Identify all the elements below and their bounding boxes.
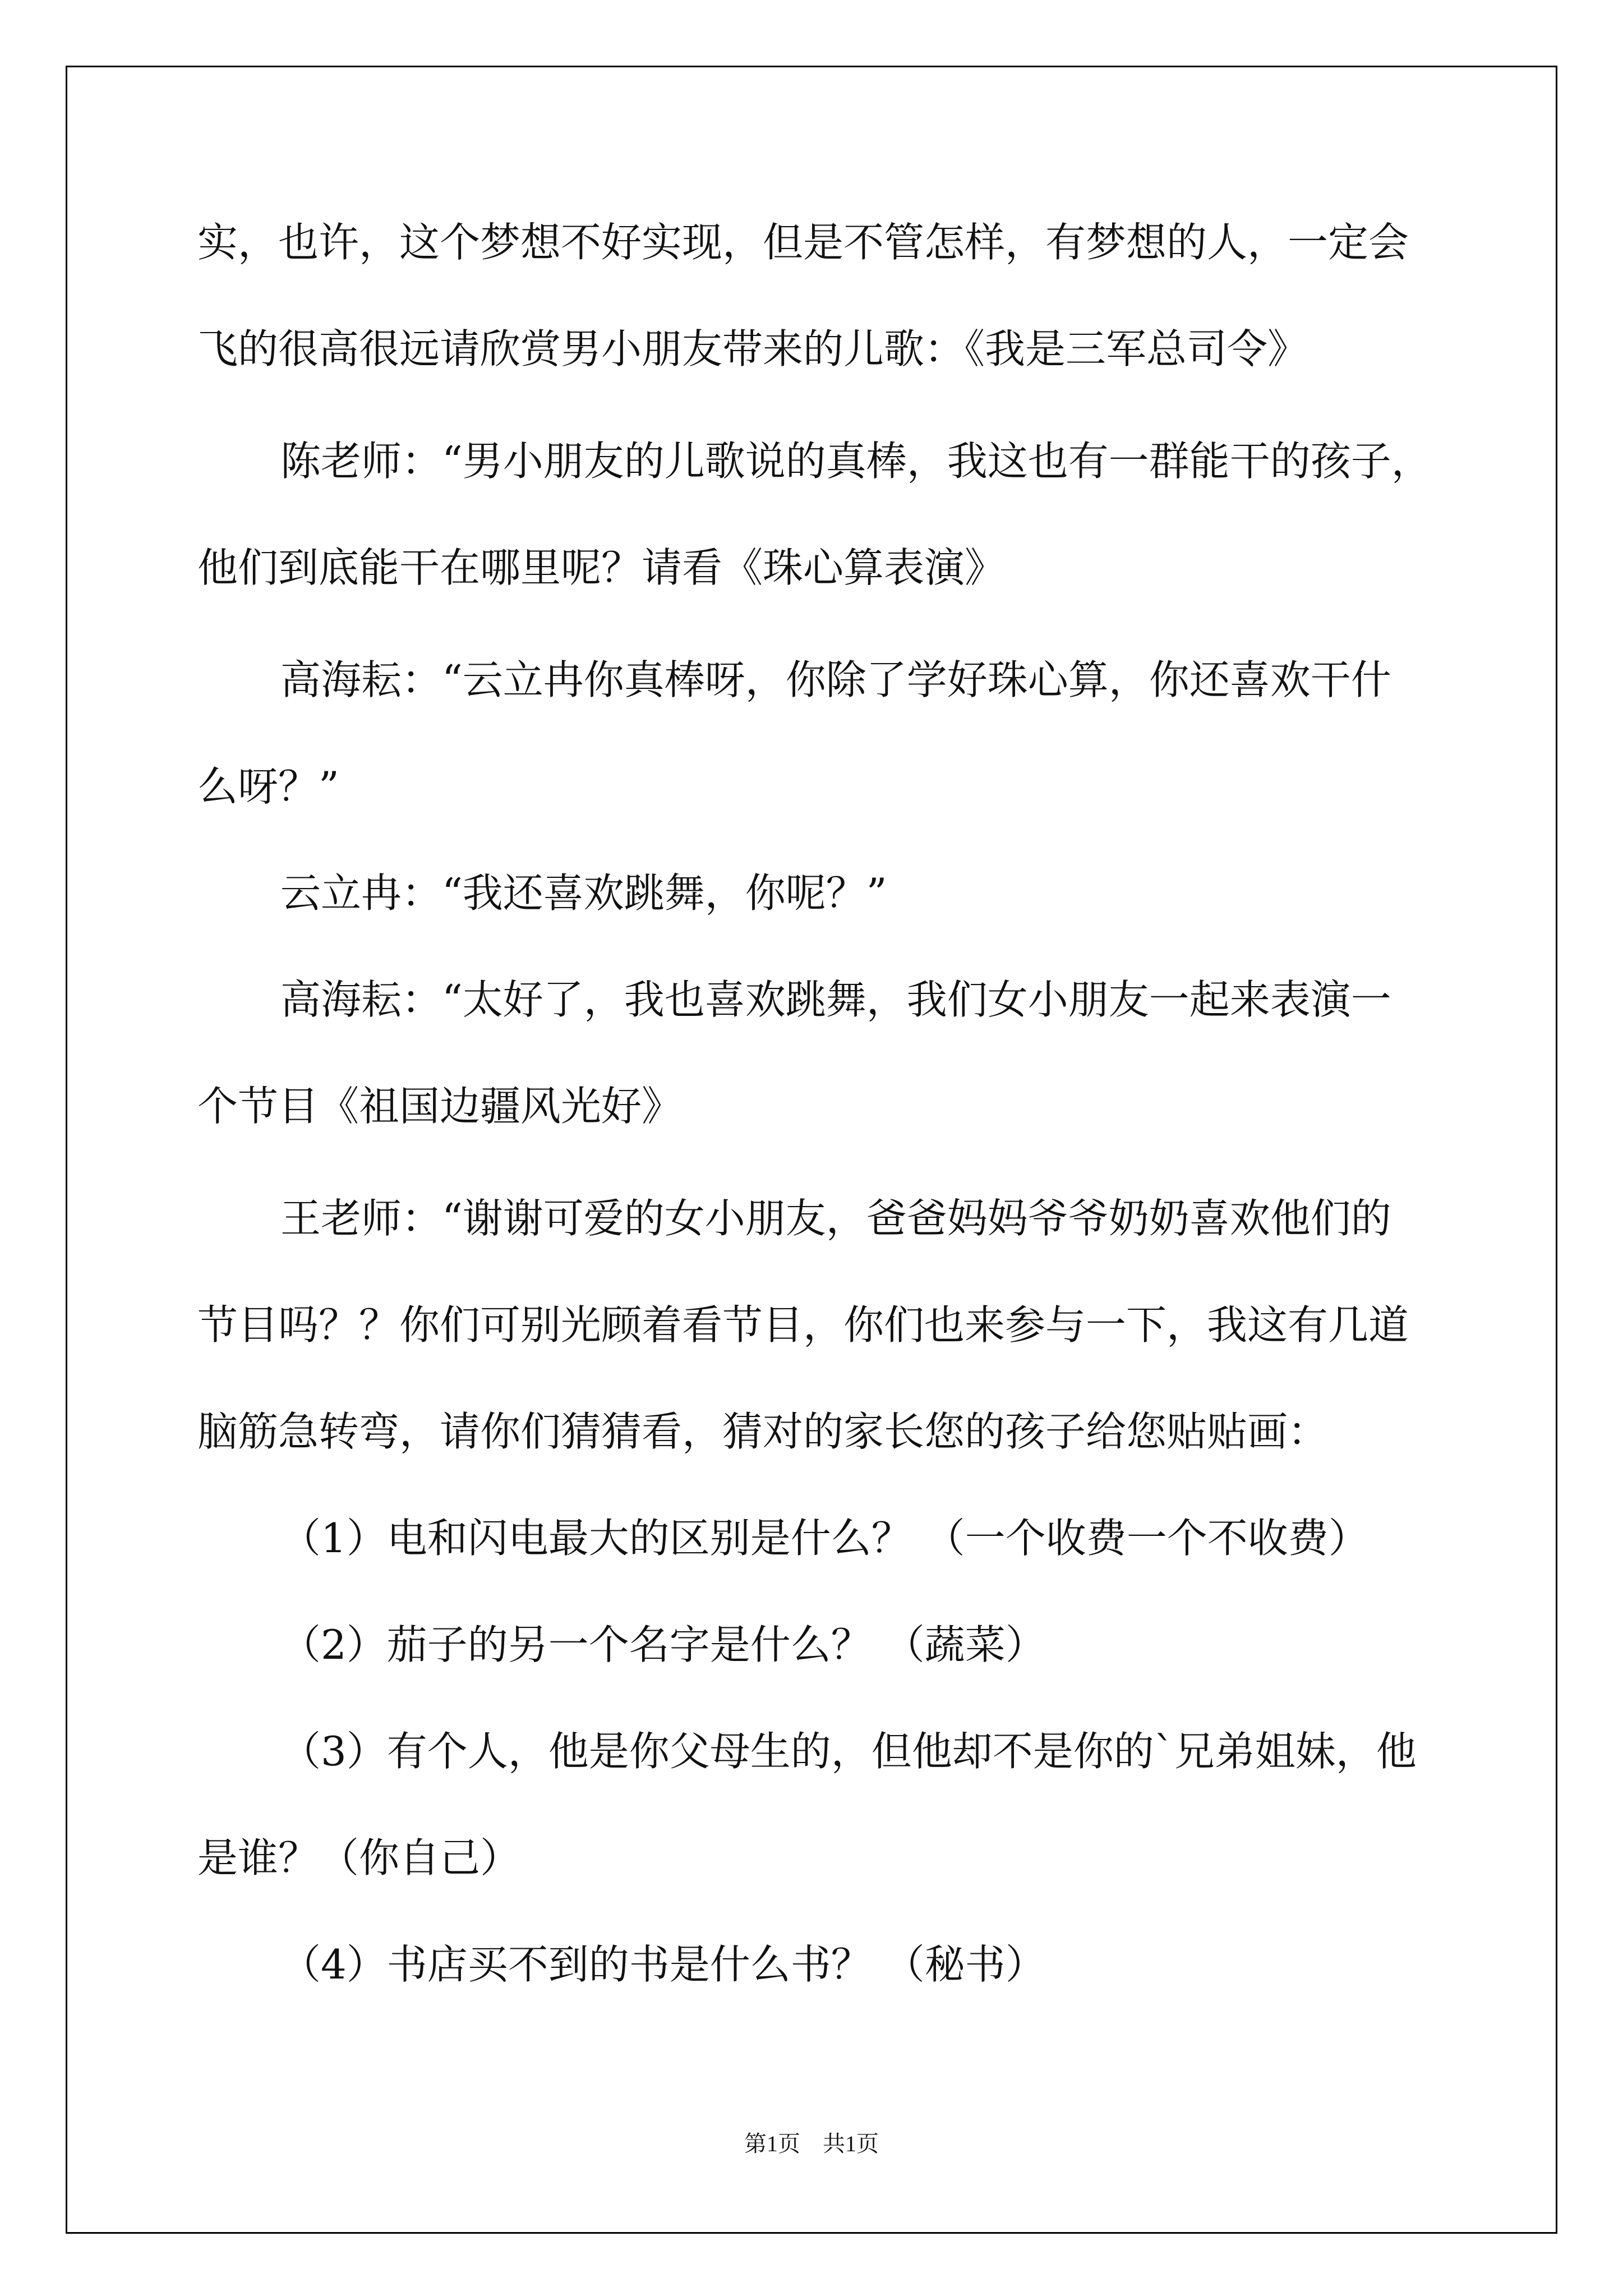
text-line: （4）书店买不到的书是什么书？ （秘书）: [280, 1941, 1046, 1988]
text-line: 节目吗？？你们可别光顾着看节目，你们也来参与一下，我这有几道: [197, 1301, 1409, 1349]
page-border: [66, 66, 1557, 2234]
text-line: 云立冉：“我还喜欢跳舞，你呢？”: [280, 869, 887, 917]
text-line: 实，也许，这个梦想不好实现，但是不管怎样，有梦想的人，一定会: [197, 219, 1409, 266]
text-line: （3）有个人，他是你父母生的，但他却不是你的`兄弟姐妹，他: [280, 1728, 1417, 1775]
page-footer: [0, 2126, 1623, 2158]
text-line: 是谁？（你自己）: [197, 1834, 521, 1881]
text-line: 陈老师：“男小朋友的儿歌说的真棒，我这也有一群能干的孩子，: [280, 438, 1432, 485]
page-number: 第1页: [744, 2131, 800, 2156]
text-line: 个节目《祖国边疆风光好》: [197, 1083, 683, 1130]
page-total: 共1页: [823, 2131, 879, 2156]
text-line: 飞的很高很远请欣赏男小朋友带来的儿歌：《我是三军总司令》: [197, 325, 1308, 372]
text-line: 高海耘：“太好了，我也喜欢跳舞，我们女小朋友一起来表演一: [280, 976, 1391, 1023]
text-line: 脑筋急转弯，请你们猜猜看，猜对的家长您的孩子给您贴贴画：: [197, 1408, 1329, 1455]
text-line: 高海耘：“云立冉你真棒呀，你除了学好珠心算，你还喜欢干什: [280, 656, 1391, 703]
text-line: 么呀？”: [197, 763, 339, 810]
text-line: （1）电和闪电最大的区别是什么？ （一个收费一个不收费）: [280, 1515, 1369, 1562]
text-line: （2）茄子的另一个名字是什么？ （蔬菜）: [280, 1621, 1046, 1668]
text-line: 王老师：“谢谢可爱的女小朋友，爸爸妈妈爷爷奶奶喜欢他们的: [280, 1195, 1391, 1242]
text-line: 他们到底能干在哪里呢？请看《珠心算表演》: [197, 544, 1006, 591]
